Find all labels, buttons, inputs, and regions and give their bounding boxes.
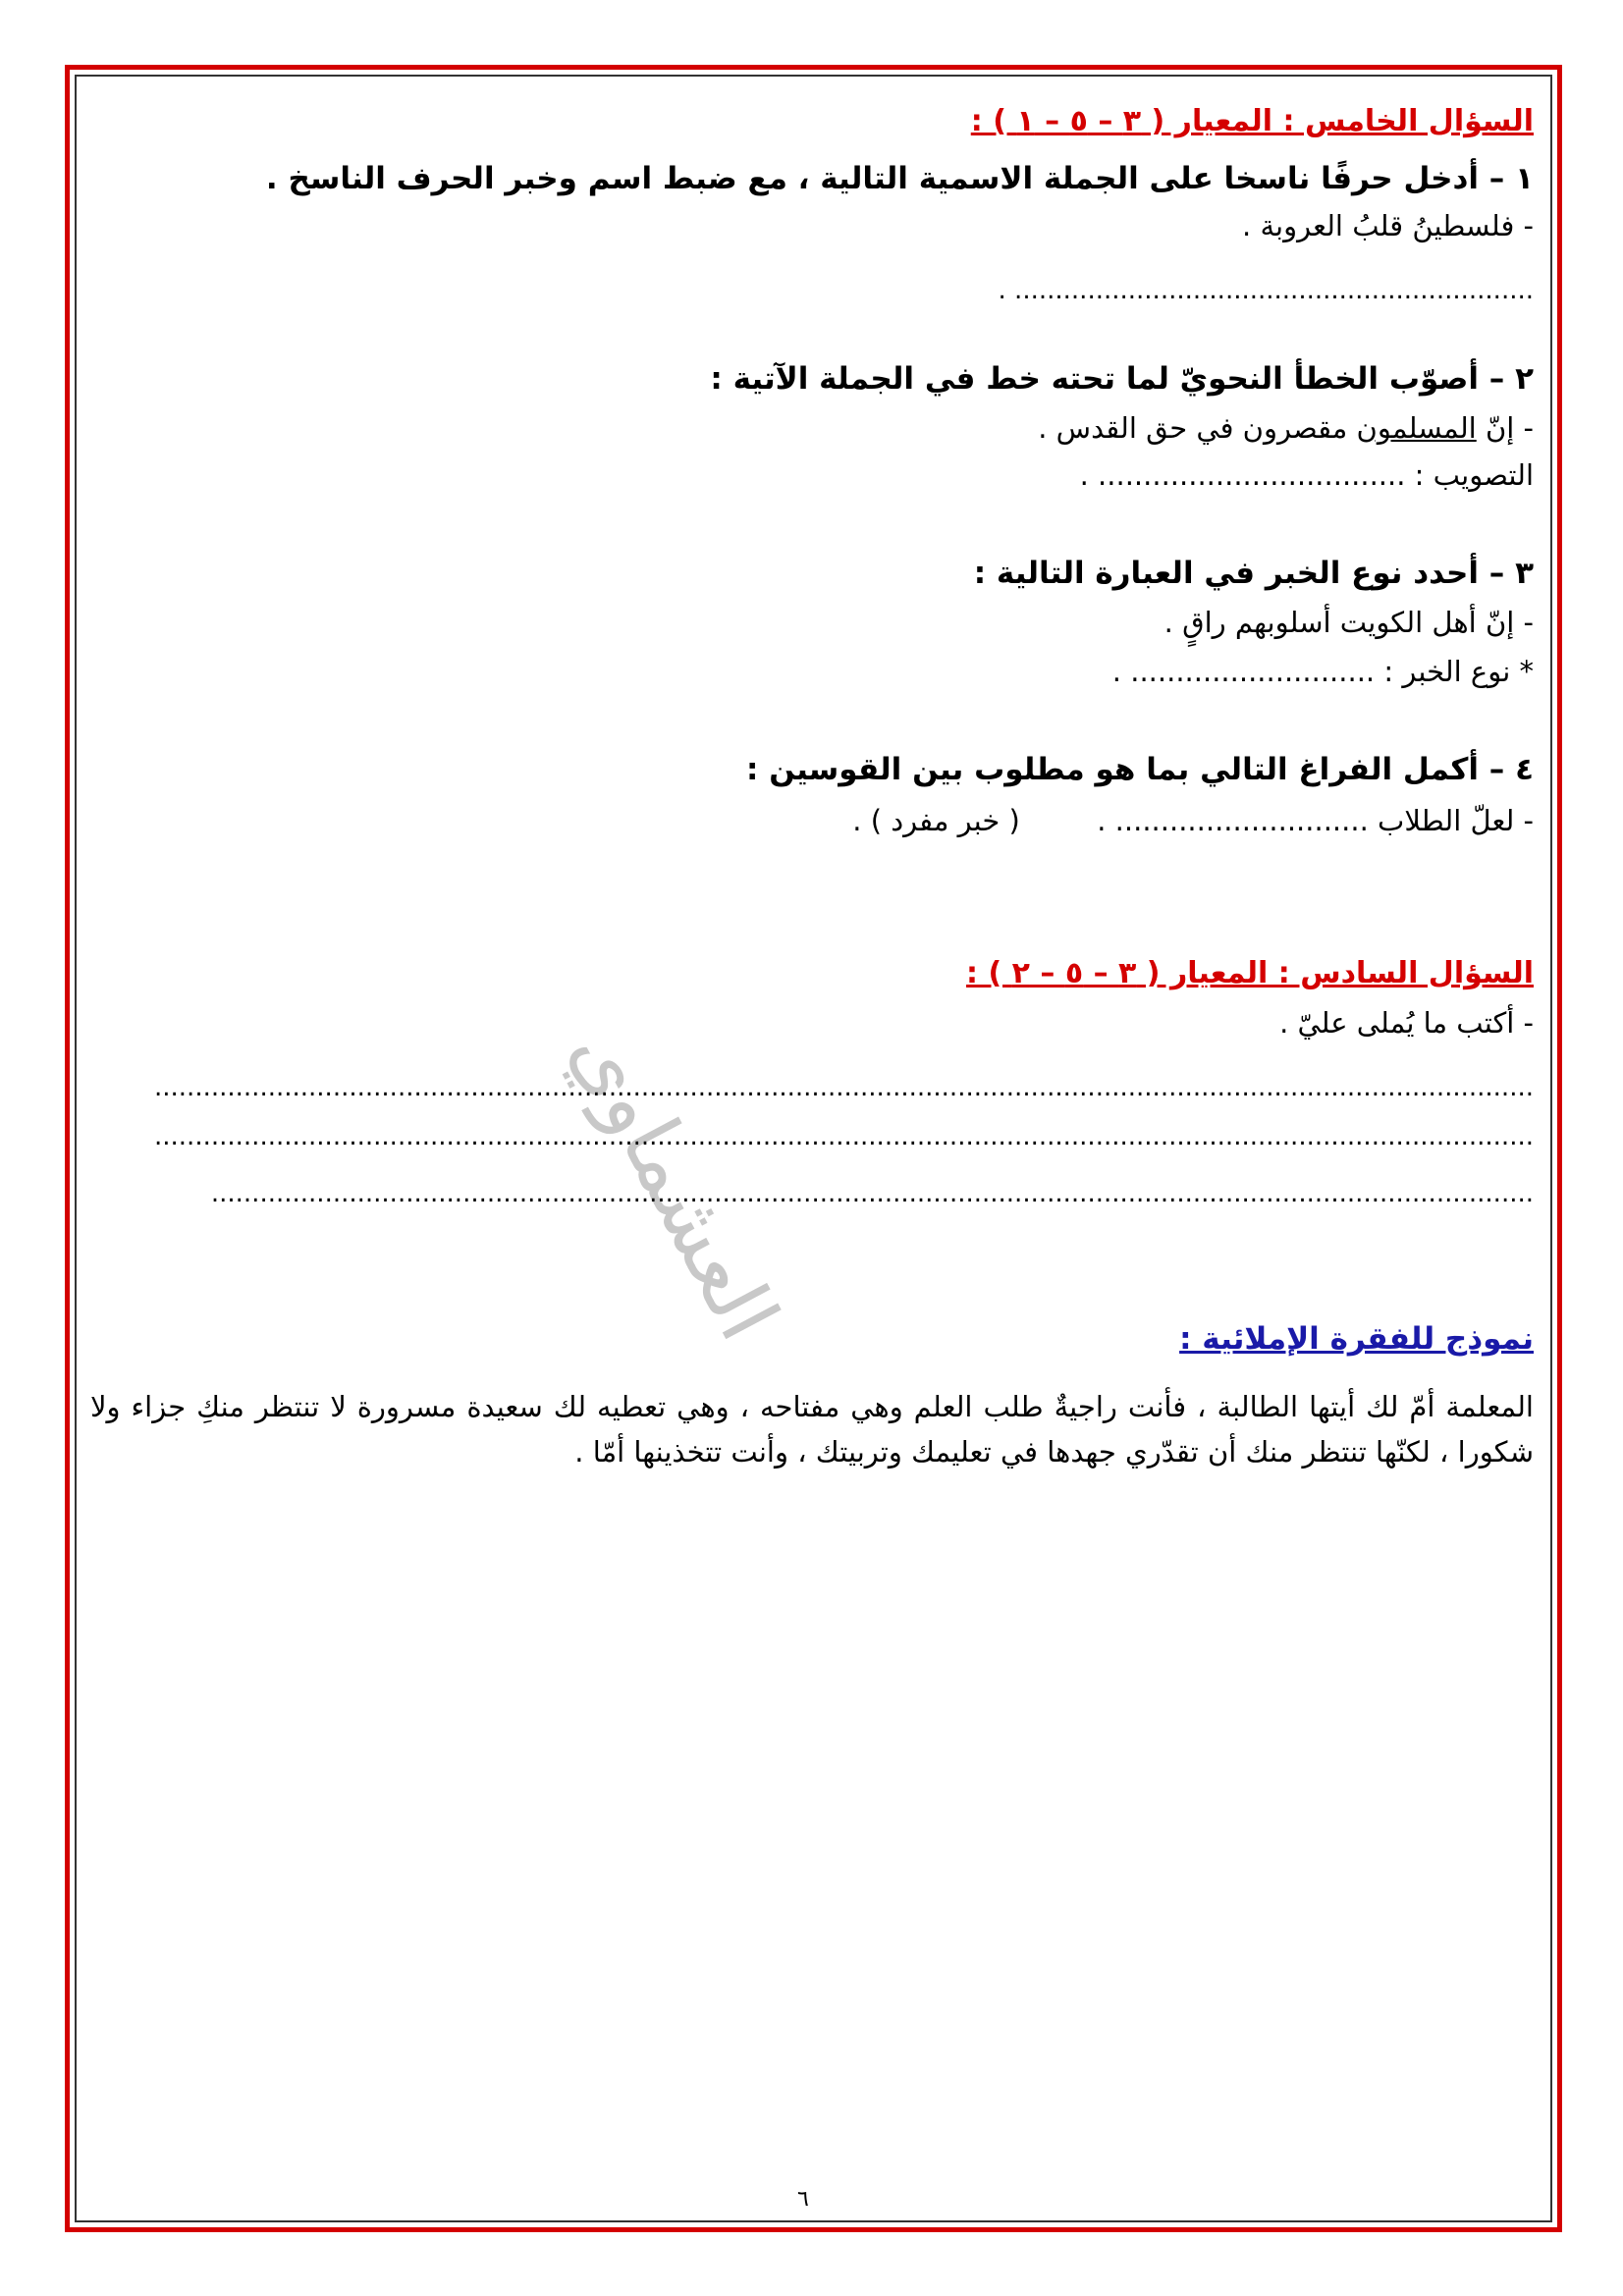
- q5-item2-suffix: مقصرون في حق القدس .: [1038, 411, 1348, 445]
- q6-heading: السؤال السادس : المعيار ( ٣ – ٥ – ٢ ) :: [966, 956, 1534, 990]
- q5-item4-title: ٤ – أكمل الفراغ التالي بما هو مطلوب بين القوسين :: [746, 752, 1534, 787]
- dictation-paragraph: المعلمة أمّ لك أيتها الطالبة ، فأنت راجيةٌ طلب العلم وهي مفتاحه ، وهي تعطيه لك سعيدة مسرورة لا تنتظر منكِ جزاء ولا شكورا ، لكنّها تنتظر منك أن تقدّري جهدها في تعليمك وتربيتك ، وأنت تتخذينها أمّا .: [90, 1390, 1534, 1468]
- q5-item2-sentence: [1038, 408, 1534, 448]
- q6-writing-line-2: ..........................................................................................................................................................................: [154, 1122, 1534, 1151]
- q5-item3-answer-line: * نوع الخبر : ........................... .: [1111, 655, 1534, 688]
- dictation-heading: نموذج للفقرة الإملائية :: [1179, 1321, 1534, 1357]
- q5-item2-prefix: - إنّ: [1485, 411, 1534, 445]
- q5-item4-sentence: [852, 801, 1534, 840]
- q5-item2-answer-line: التصويب : .................................. .: [1079, 458, 1534, 492]
- watermark: العشماوي: [553, 1011, 797, 1356]
- q5-item4-hint: ( خبر مفرد ) .: [852, 804, 1020, 837]
- page-number: ٦: [797, 2187, 809, 2212]
- q6-writing-line-3: ...................................................................................................................................................................: [210, 1179, 1534, 1208]
- q5-item4-blank: - لعلّ الطلاب ............................ .: [1097, 804, 1534, 837]
- q5-item2-underlined-word: المسلمون: [1356, 411, 1477, 445]
- q6-instruction: - أكتب ما يُملى عليّ .: [1279, 1006, 1534, 1040]
- q5-heading: السؤال الخامس : المعيار ( ٣ – ٥ – ١ ) :: [970, 104, 1534, 138]
- q5-item1-sentence: - فلسطينُ قلبُ العروبة .: [1242, 209, 1534, 242]
- q5-item2-title: ٢ – أصوّب الخطأ النحويّ لما تحته خط في الجملة الآتية :: [710, 361, 1534, 397]
- q5-item3-title: ٣ – أحدد نوع الخبر في العبارة التالية :: [973, 556, 1534, 591]
- q6-writing-line-1: ..........................................................................................................................................................................: [154, 1073, 1534, 1102]
- q5-item1-answer-line: ................................................................ .: [998, 276, 1534, 305]
- q5-item1-title: ١ – أدخل حرفًا ناسخا على الجملة الاسمية التالية ، مع ضبط اسم وخبر الحرف الناسخ .: [265, 161, 1534, 196]
- q5-item3-sentence: - إنّ أهل الكويت أسلوبهم راقٍ .: [1163, 606, 1534, 639]
